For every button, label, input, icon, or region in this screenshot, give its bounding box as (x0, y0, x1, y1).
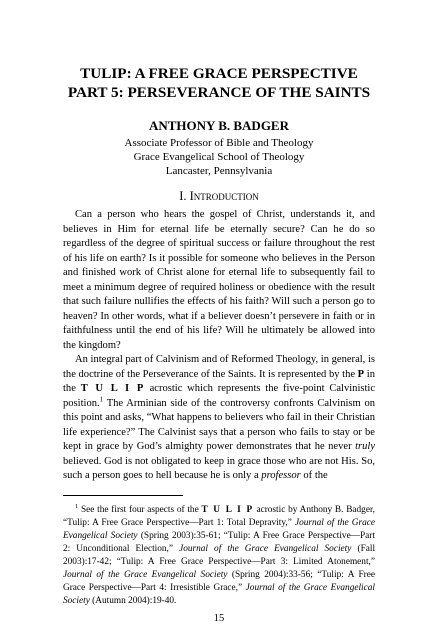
journal-title-3: Journal of the Grace Evangelical Society (63, 570, 228, 580)
journal-title-1: Journal of the Grace Evangelical Society (63, 518, 376, 541)
body-text (63, 208, 375, 484)
footnote-number: 1 (75, 502, 79, 510)
paragraph-2-text-e: believed. God is not obligated to keep in grace those who are not His. So, such a person goes to hell because he is only a (63, 455, 375, 481)
tulip-p-letter: P (357, 368, 365, 380)
article-title-line-1: TULIP: A FREE GRACE PERSPECTIVE (80, 65, 358, 82)
footnote-reference[interactable]: 1 (99, 394, 104, 403)
paragraph-2-text-c: acrostic which represents the five-point Calvinistic position. (63, 383, 376, 409)
footnote (63, 504, 375, 608)
author-institution: Grace Evangelical School of Theology (133, 151, 305, 163)
paragraph-2-text-a: An integral part of Calvinism and of Reformed Theology, in general, is the doctrine of the Perseverance of the Saints. It is represented by the (63, 354, 375, 380)
footnote-text-2: acrostic by Anthony B. Badger, “Tulip: A Free Grace Perspective—Part 1: Total Depravity,” (63, 505, 375, 528)
paragraph-2-text-f: of the (303, 470, 328, 481)
author-name: ANTHONY B. BADGER (148, 118, 289, 133)
author-location: Lancaster, Pennsylvania (165, 165, 273, 177)
section-title: Introduction (189, 189, 259, 203)
paragraph-2-text-b: in the (63, 368, 375, 394)
page-number: 15 (213, 613, 225, 624)
footnote-text-4: (Fall 2003):17-42; “Tulip: A Free Grace Perspective—Part 3: Limited Atonement,” (63, 544, 376, 567)
footnote-divider (63, 495, 183, 496)
paragraph-2 (63, 353, 375, 484)
journal-title-4: Journal of the Grace Evangelical Society (63, 583, 375, 606)
footnote-tulip-acrostic: T U L I P (201, 505, 254, 515)
article-title-line-2: PART 5: PERSEVERANCE OF THE SAINTS (67, 84, 371, 101)
emphasis-professor: professor (261, 470, 301, 481)
footnote-text-1: See the first four aspects of the (81, 505, 199, 515)
section-heading (63, 188, 375, 204)
paragraph-1: Can a person who hears the gospel of Christ, understands it, and believes in Him for eternal life be eternally secure? Can he do so regardless of the degree of spiritual success or failure throughout the rest of his life on earth? Is it possible for someone who believes in the Person and finished work of Christ alone for eternal life to subsequently fail to meet a minimum degree of required holiness or obedience with the result that such failure nullifies the effects of his faith? Will such a person go to heaven? In other words, what if a believer doesn’t persevere in faith or in faithfulness until the end of his life? Will he ultimately be allowed into the kingdom? (63, 209, 375, 351)
author-position: Associate Professor of Bible and Theology (124, 137, 314, 149)
footnote-text-3: (Spring 2003):35-61; “Tulip: A Free Grace Perspective—Part 2: Unconditional Election,” (63, 531, 375, 554)
emphasis-truly: truly (355, 441, 375, 452)
paragraph-2-text-d: The Arminian side of the controversy confronts Calvinism on this point and asks, “What happens to believers who fail in their Christian life experience?” The Calvinist says that a person who fails to stay or be kept in grace by God’s almighty power demonstrates that he never (63, 397, 375, 452)
footnote-1 (63, 504, 375, 608)
section-number: I. (179, 189, 187, 203)
tulip-acrostic: T U L I P (80, 383, 145, 394)
footnote-text-5: (Spring 2004):33-56; “Tulip: A Free Grace Perspective—Part 4: Irresistible Grace,” (63, 570, 375, 593)
journal-title-2: Journal of the Grace Evangelical Society (179, 544, 352, 554)
footnote-text-6: (Autumn 2004):19-40. (92, 596, 177, 606)
